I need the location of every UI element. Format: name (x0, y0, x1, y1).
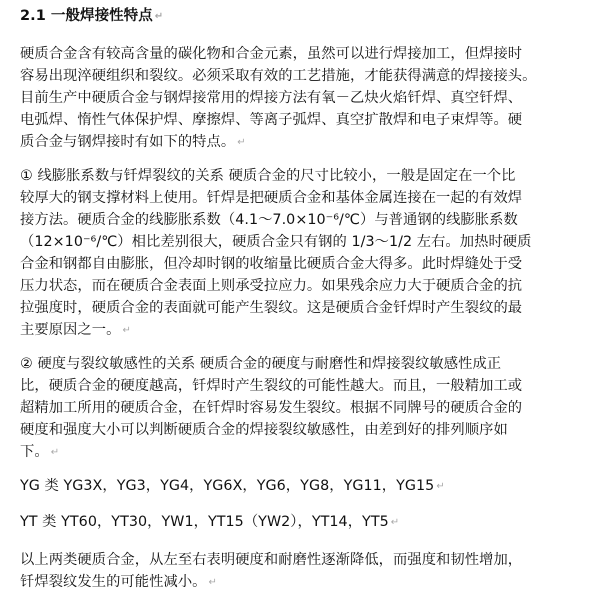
paragraph-mark-icon: ↵ (50, 447, 60, 458)
paragraph-2-text: 主要原因之一。 (20, 322, 121, 338)
paragraph-1-line: 容易出现淬硬组织和裂纹。必须采取有效的工艺措施，才能获得满意的焊接接头。 (20, 68, 537, 84)
paragraph-mark-icon: ↵ (122, 325, 131, 336)
yg-grade-list (20, 475, 445, 498)
paragraph-3-line: 超精加工所用的硬质合金，在钎焊时容易发生裂纹。根据不同牌号的硬质合金的 (20, 400, 523, 416)
paragraph-mark-icon: ↵ (154, 11, 164, 22)
paragraph-1-line: 硬质合金含有较高含量的碳化物和合金元素，虽然可以进行焊接加工，但焊接时 (20, 46, 523, 62)
yt-grade-text: YT 类 YT60，YT30，YW1，YT15（YW2），YT14，YT5 (20, 514, 389, 530)
section-heading (20, 5, 163, 28)
paragraph-3-line-last (20, 441, 59, 464)
paragraph-mark-icon: ↵ (390, 517, 400, 528)
paragraph-4-line: 以上两类硬质合金，从左至右表明硬度和耐磨性逐渐降低，而强度和韧性增加， (20, 552, 523, 568)
paragraph-1-text: 质合金与钢焊接时有如下的特点。 (20, 134, 236, 150)
paragraph-1-line: 目前生产中硬质合金与钢焊接常用的焊接方法有氧－乙炔火焰钎焊、真空钎焊、 (20, 90, 523, 106)
paragraph-2-line: ① 线膨胀系数与钎焊裂纹的关系 硬质合金的尺寸比较小，一般是固定在一个比 (20, 168, 516, 184)
paragraph-3-line: 硬度和强度大小可以判断硬质合金的焊接裂纹敏感性，由差到好的排列顺序如 (20, 422, 508, 438)
paragraph-4-text: 钎焊裂纹发生的可能性减小。 (20, 574, 207, 590)
paragraph-3-line: ② 硬度与裂纹敏感性的关系 硬质合金的硬度与耐磨性和焊接裂纹敏感性成正 (20, 356, 502, 372)
paragraph-2-line: 合金和钢都自由膨胀，但冷却时钢的收缩量比硬质合金大得多。此时焊缝处于受 (20, 256, 523, 272)
paragraph-mark-icon: ↵ (436, 481, 445, 492)
paragraph-2-line-last (20, 319, 131, 342)
paragraph-mark-icon: ↵ (208, 577, 217, 588)
paragraph-1-line-last (20, 131, 246, 154)
yt-grade-list (20, 511, 399, 534)
paragraph-2-line: 压力状态，而在硬质合金表面上则承受拉应力。如果残余应力大于硬质合金的抗 (20, 278, 523, 294)
paragraph-3-line: 比，硬质合金的硬度越高，钎焊时产生裂纹的可能性越大。而且，一般精加工或 (20, 378, 523, 394)
paragraph-2-line: 较厚大的钢支撑材料上使用。钎焊是把硬质合金和基体金属连接在一起的有效焊 (20, 190, 523, 206)
yg-grade-text: YG 类 YG3X，YG3，YG4，YG6X，YG6，YG8，YG11，YG15 (20, 478, 435, 494)
paragraph-2-line: （12×10⁻⁶/℃）相比差别很大，硬质合金只有钢的 1/3～1/2 左右。加热时硬质 (20, 234, 532, 250)
paragraph-1-line: 电弧焊、惰性气体保护焊、摩擦焊、等离子弧焊、真空扩散焊和电子束焊等。硬 (20, 112, 523, 128)
paragraph-2-line: 拉强度时，硬质合金的表面就可能产生裂纹。这是硬质合金钎焊时产生裂纹的最 (20, 300, 523, 316)
section-heading-text: 2.1 一般焊接性特点 (20, 8, 153, 24)
paragraph-3-text: 下。 (20, 444, 49, 460)
paragraph-2-line: 接方法。硬质合金的线膨胀系数（4.1～7.0×10⁻⁶/℃）与普通钢的线膨胀系数 (20, 212, 518, 228)
paragraph-4-line-last (20, 571, 217, 594)
paragraph-mark-icon: ↵ (237, 137, 246, 148)
